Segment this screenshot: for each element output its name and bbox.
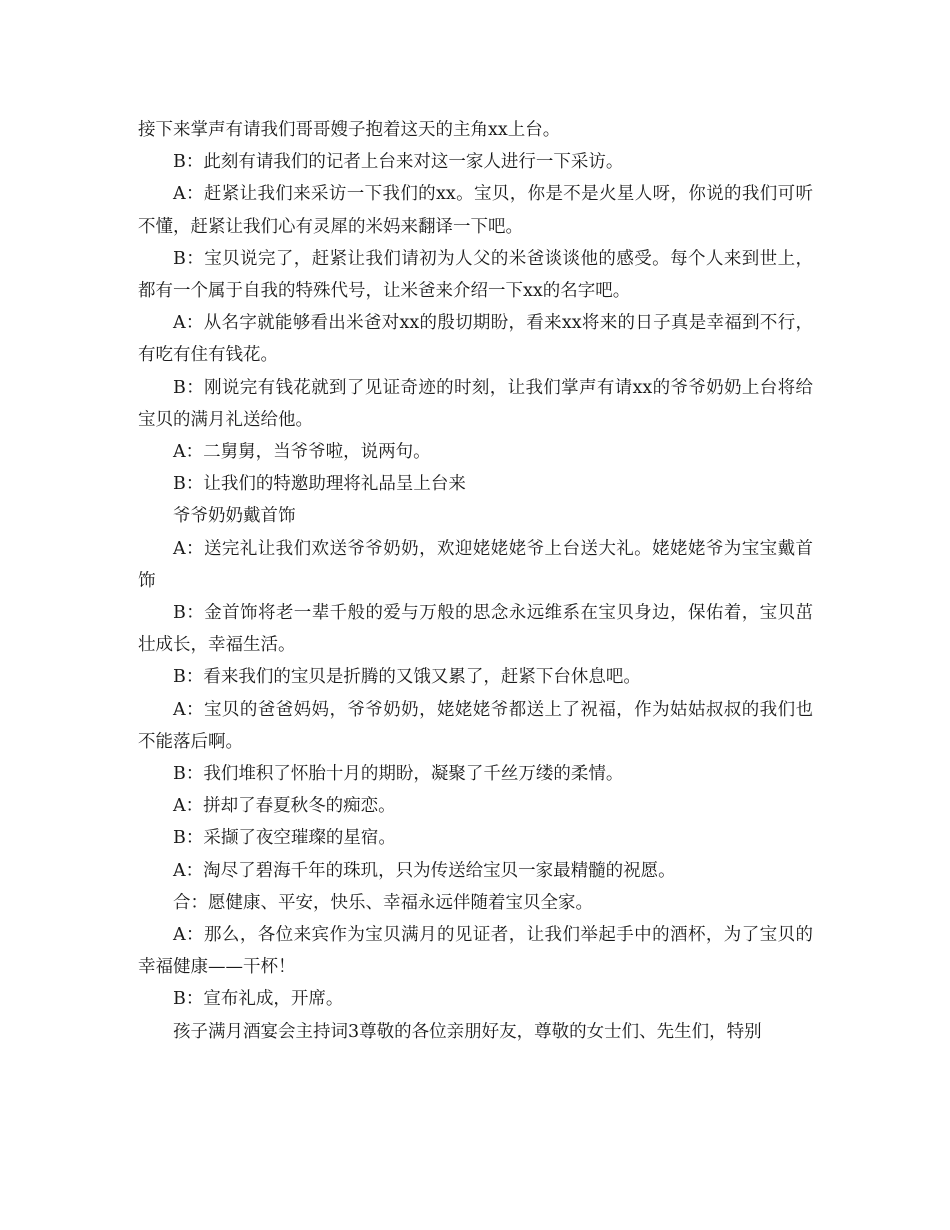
paragraph: A：从名字就能够看出米爸对xx的殷切期盼，看来xx将来的日子真是幸福到不行，有吃有住有钱花。 — [138, 313, 813, 366]
paragraph: B：此刻有请我们的记者上台来对这一家人进行一下采访。 — [173, 152, 624, 173]
paragraph: 接下来掌声有请我们哥哥嫂子抱着这天的主角xx上台。 — [138, 120, 561, 140]
paragraph: B：刚说完有钱花就到了见证奇迹的时刻，让我们掌声有请xx的爷爷奶奶上台将给宝贝的满月礼送给他。 — [138, 377, 813, 430]
paragraph: B：金首饰将老一辈千般的爱与万般的思念永远维系在宝贝身边，保佑着，宝贝茁壮成长，幸福生活。 — [138, 603, 813, 656]
paragraph: A：拼却了春夏秋冬的痴恋。 — [173, 796, 396, 817]
paragraph: 合：愿健康、平安，快乐、幸福永远伴随着宝贝全家。 — [173, 892, 593, 913]
paragraph: A：淘尽了碧海千年的珠玑，只为传送给宝贝一家最精髓的祝愿。 — [173, 860, 676, 881]
paragraph: A：宝贝的爸爸妈妈，爷爷奶奶，姥姥姥爷都送上了祝福，作为姑姑叔叔的我们也不能落后啊。 — [138, 699, 813, 752]
paragraph: B：我们堆积了怀胎十月的期盼，凝聚了千丝万缕的柔情。 — [173, 764, 624, 785]
paragraph: A：送完礼让我们欢送爷爷奶奶，欢迎姥姥姥爷上台送大礼。姥姥姥爷为宝宝戴首饰 — [138, 538, 813, 591]
paragraph: B：宝贝说完了，赶紧让我们请初为人父的米爸谈谈他的感受。每个人来到世上，都有一个属于自我的特殊代号，让米爸来介绍一下xx的名字吧。 — [138, 248, 813, 302]
paragraph: B：采撷了夜空璀璨的星宿。 — [173, 828, 396, 849]
paragraph: B：宣布礼成，开席。 — [173, 989, 344, 1010]
document-body — [138, 114, 813, 1048]
paragraph: B：让我们的特邀助理将礼品呈上台来 — [173, 474, 466, 495]
paragraph: A：赶紧让我们来采访一下我们的xx。宝贝，你是不是火星人呀，你说的我们可听不懂，赶紧让我们心有灵犀的米妈来翻译一下吧。 — [138, 184, 813, 237]
paragraph: 爷爷奶奶戴首饰 — [173, 506, 296, 527]
paragraph: B：看来我们的宝贝是折腾的又饿又累了，赶紧下台休息吧。 — [173, 667, 641, 688]
paragraph: A：那么，各位来宾作为宝贝满月的见证者，让我们举起手中的酒杯，为了宝贝的幸福健康——干杯！ — [138, 925, 813, 978]
paragraph: 孩子满月酒宴会主持词3尊敬的各位亲朋好友，尊敬的女士们、先生们，特别 — [173, 1021, 762, 1042]
paragraph: A：二舅舅，当爷爷啦，说两句。 — [173, 442, 431, 463]
